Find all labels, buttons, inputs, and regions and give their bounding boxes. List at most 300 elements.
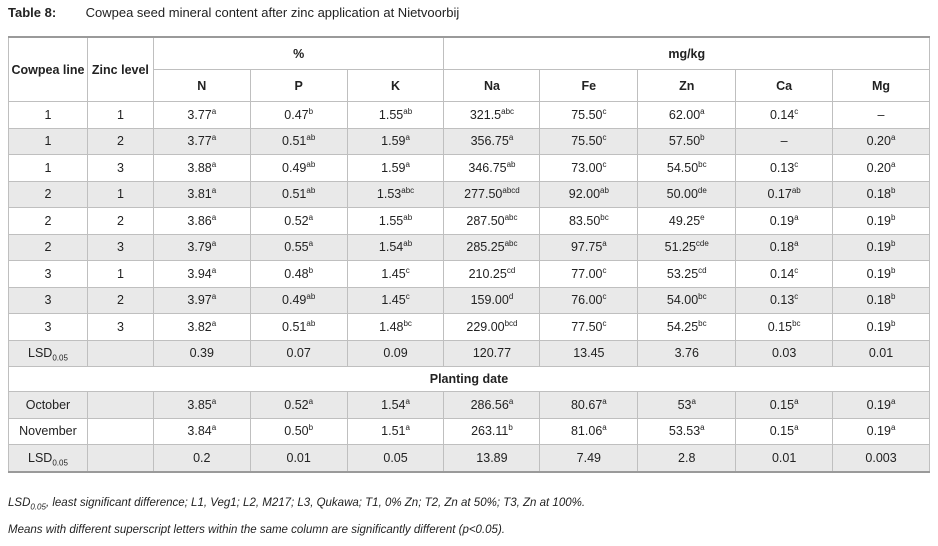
- lsd-ca: 0.01: [736, 445, 833, 472]
- cell-p-value: 0.49: [282, 160, 307, 175]
- planting-zn-letter: a: [691, 396, 696, 406]
- cell-mg-value: 0.19: [866, 266, 891, 281]
- lsd-label-text: LSD: [28, 346, 53, 361]
- cell-ca-value: 0.13: [769, 160, 795, 175]
- cell-k-letter: c: [405, 265, 410, 275]
- planting-na-value: 286.56: [470, 397, 509, 412]
- cell-zn-letter: b: [700, 133, 705, 143]
- lsd-p: 0.01: [250, 445, 347, 472]
- planting-zn-value: 53: [677, 397, 692, 412]
- lsd-k: 0.05: [347, 445, 444, 472]
- cell-n: [153, 314, 250, 341]
- cell-na-value: 277.50: [464, 187, 503, 202]
- cell-k-letter: ab: [403, 106, 413, 116]
- cell-fe-value: 77.50: [571, 319, 603, 334]
- planting-ca: [736, 418, 833, 445]
- table-label: Table 8:: [8, 5, 57, 20]
- cell-ca-letter: c: [794, 106, 799, 116]
- cell-zn-letter: bc: [698, 318, 707, 328]
- table-row: [9, 287, 930, 314]
- cell-k-value: 1.48: [379, 319, 404, 334]
- cell-fe: [540, 234, 638, 261]
- cell-p-value: 0.51: [282, 134, 307, 149]
- cell-n: [153, 261, 250, 288]
- cell-k-value: 1.54: [378, 240, 404, 255]
- cell-mg-letter: b: [890, 212, 896, 222]
- lsd-label-sub: 0.05: [52, 458, 68, 468]
- cell-na-value: 229.00: [466, 319, 505, 334]
- cell-zn-letter: bc: [698, 292, 707, 302]
- table-row: [9, 102, 930, 129]
- cell-zinc: 2: [87, 287, 153, 314]
- cell-ca-value: 0.19: [769, 213, 795, 228]
- planting-mg-value: 0.19: [866, 397, 891, 412]
- cell-ca-letter: c: [794, 159, 799, 169]
- cell-ca: [736, 181, 833, 208]
- cell-mg-value: 0.20: [866, 134, 891, 149]
- cell-mg-value: 0.19: [866, 240, 891, 255]
- cell-fe-value: 75.50: [571, 107, 603, 122]
- lsd-zn: 2.8: [638, 445, 736, 472]
- cell-p-letter: b: [308, 106, 314, 116]
- lsd-label: [9, 445, 88, 472]
- planting-mg-letter: a: [890, 396, 896, 406]
- cell-fe-value: 77.00: [571, 266, 603, 281]
- cell-fe-letter: ab: [600, 186, 609, 196]
- cell-p: [250, 102, 347, 129]
- cell-line: 1: [9, 128, 88, 155]
- cell-na: [444, 208, 540, 235]
- header-zn: Zn: [638, 70, 736, 102]
- cell-mg-letter: b: [890, 186, 896, 196]
- cell-ca-value: –: [780, 134, 788, 149]
- cell-zinc: 2: [87, 208, 153, 235]
- cell-ca-letter: a: [794, 239, 799, 249]
- cell-k: [347, 102, 444, 129]
- planting-n-letter: a: [211, 423, 217, 433]
- cell-na-value: 210.25: [468, 266, 507, 281]
- mineral-content-table: [8, 36, 930, 473]
- cell-na-value: 285.25: [466, 240, 505, 255]
- planting-p-value: 0.52: [284, 397, 309, 412]
- cell-fe-value: 75.50: [571, 134, 603, 149]
- header-k: K: [347, 70, 444, 102]
- planting-zn: [638, 392, 736, 419]
- cell-mg-value: –: [877, 107, 885, 122]
- cell-k: [347, 155, 444, 182]
- cell-na-letter: cd: [506, 265, 516, 275]
- planting-empty: [87, 418, 153, 445]
- cell-zn: [638, 314, 736, 341]
- cell-n-value: 3.86: [187, 213, 212, 228]
- cell-n-letter: a: [211, 212, 217, 222]
- cell-n: [153, 208, 250, 235]
- lsd-label: [9, 340, 88, 367]
- cell-zinc: 1: [87, 102, 153, 129]
- lsd-empty: [87, 340, 153, 367]
- cell-n-letter: a: [211, 186, 217, 196]
- planting-na-value: 263.11: [471, 424, 509, 439]
- header-fe: Fe: [540, 70, 638, 102]
- footnote-significance: Means with different superscript letters within the same column are significantly different (p<0.05).: [8, 524, 505, 536]
- cell-mg: [833, 181, 930, 208]
- header-n: N: [153, 70, 250, 102]
- cell-mg-value: 0.18: [866, 293, 891, 308]
- cell-na-letter: ab: [506, 159, 516, 169]
- planting-fe-value: 80.67: [570, 397, 603, 412]
- cell-zn-value: 49.25: [668, 213, 701, 228]
- planting-fe: [540, 392, 638, 419]
- cell-n: [153, 287, 250, 314]
- cell-fe: [540, 102, 638, 129]
- cell-k-letter: a: [405, 133, 410, 143]
- section-title: Planting date: [9, 367, 930, 392]
- lsd-fe: 13.45: [540, 340, 638, 367]
- planting-n-letter: a: [211, 396, 217, 406]
- cell-mg-letter: b: [890, 265, 896, 275]
- cell-p-value: 0.48: [284, 266, 309, 281]
- cell-p-value: 0.49: [282, 293, 307, 308]
- header-mg: Mg: [833, 70, 930, 102]
- cell-k: [347, 181, 444, 208]
- header-na: Na: [444, 70, 540, 102]
- cell-ca-value: 0.13: [769, 293, 795, 308]
- planting-mg: [833, 418, 930, 445]
- cell-zinc: 3: [87, 155, 153, 182]
- cell-na-value: 321.5: [469, 107, 502, 122]
- cell-k-value: 1.59: [381, 160, 406, 175]
- cell-na-letter: abc: [504, 212, 518, 222]
- cell-ca-letter: c: [794, 265, 799, 275]
- cell-ca-value: 0.17: [767, 187, 792, 202]
- cell-n-value: 3.88: [187, 160, 212, 175]
- cell-p-letter: ab: [306, 292, 316, 302]
- cell-k: [347, 234, 444, 261]
- cell-n: [153, 102, 250, 129]
- cell-zn: [638, 128, 736, 155]
- planting-n-value: 3.84: [187, 424, 212, 439]
- cell-fe-letter: a: [602, 239, 607, 249]
- cell-n-letter: a: [211, 133, 217, 143]
- cell-zn-letter: cd: [698, 265, 707, 275]
- cell-fe: [540, 314, 638, 341]
- cell-mg-value: 0.19: [866, 319, 891, 334]
- cell-k-letter: a: [405, 159, 410, 169]
- cell-ca-value: 0.14: [769, 107, 795, 122]
- cell-line: 3: [9, 261, 88, 288]
- cell-mg-letter: b: [890, 239, 896, 249]
- lsd-na: 13.89: [444, 445, 540, 472]
- cell-k-value: 1.45: [381, 266, 406, 281]
- cell-fe-value: 83.50: [568, 213, 601, 228]
- cell-ca: [736, 208, 833, 235]
- planting-ca-letter: a: [794, 396, 799, 406]
- cell-zn: [638, 102, 736, 129]
- cell-k: [347, 128, 444, 155]
- cell-na-letter: abcd: [502, 186, 520, 196]
- cell-n: [153, 128, 250, 155]
- cell-n-value: 3.81: [187, 187, 212, 202]
- lsd-fe: 7.49: [540, 445, 638, 472]
- lsd-row: [9, 340, 930, 367]
- cell-n: [153, 181, 250, 208]
- planting-label: October: [9, 392, 88, 419]
- table-title: Cowpea seed mineral content after zinc application at Nietvoorbij: [85, 5, 460, 20]
- planting-k-letter: a: [405, 396, 410, 406]
- planting-p-letter: b: [308, 423, 314, 433]
- lsd-label-sub: 0.05: [52, 353, 68, 363]
- planting-k-value: 1.51: [381, 424, 406, 439]
- cell-p-value: 0.51: [282, 319, 307, 334]
- cell-n-value: 3.77: [187, 107, 212, 122]
- planting-mg-value: 0.19: [866, 424, 891, 439]
- lsd-ca: 0.03: [736, 340, 833, 367]
- cell-n-letter: a: [211, 292, 217, 302]
- cell-mg-value: 0.19: [866, 213, 891, 228]
- cell-na: [444, 155, 540, 182]
- cell-ca: [736, 234, 833, 261]
- cell-fe: [540, 261, 638, 288]
- cell-mg: [833, 234, 930, 261]
- cell-k: [347, 314, 444, 341]
- cell-mg: [833, 314, 930, 341]
- lsd-zn: 3.76: [638, 340, 736, 367]
- cell-line: 3: [9, 287, 88, 314]
- cell-zn: [638, 234, 736, 261]
- cell-k-value: 1.55: [378, 213, 404, 228]
- cell-fe-letter: c: [602, 265, 607, 275]
- cell-fe-value: 92.00: [568, 187, 601, 202]
- cell-k: [347, 287, 444, 314]
- cell-fe-value: 76.00: [571, 293, 603, 308]
- lsd-n: 0.2: [153, 445, 250, 472]
- footnote-lsd: [8, 497, 586, 512]
- cell-na: [444, 314, 540, 341]
- planting-k: [347, 418, 444, 445]
- cell-na-letter: d: [508, 292, 514, 302]
- cell-k-value: 1.45: [381, 293, 406, 308]
- cell-p: [250, 128, 347, 155]
- cell-zn-letter: a: [700, 106, 705, 116]
- cell-k-letter: ab: [403, 212, 413, 222]
- cell-p-value: 0.52: [284, 213, 309, 228]
- lsd-row: [9, 445, 930, 472]
- cell-p-value: 0.47: [284, 107, 309, 122]
- cell-k-letter: abc: [401, 186, 415, 196]
- cell-p-letter: a: [308, 212, 314, 222]
- cell-zn-value: 51.25: [664, 240, 696, 255]
- cell-k-letter: c: [405, 292, 410, 302]
- cell-n-value: 3.79: [187, 240, 212, 255]
- cell-zinc: 3: [87, 234, 153, 261]
- table-row: [9, 314, 930, 341]
- cell-na: [444, 128, 540, 155]
- planting-ca: [736, 392, 833, 419]
- planting-row: [9, 418, 930, 445]
- cell-zn-value: 54.50: [666, 160, 699, 175]
- cell-mg: [833, 261, 930, 288]
- cell-zinc: 3: [87, 314, 153, 341]
- planting-ca-value: 0.15: [769, 424, 795, 439]
- planting-p-letter: a: [308, 396, 314, 406]
- cell-fe: [540, 287, 638, 314]
- cell-n-letter: a: [211, 318, 217, 328]
- planting-ca-value: 0.15: [769, 397, 795, 412]
- cell-na-letter: bcd: [504, 318, 518, 328]
- cell-zn: [638, 208, 736, 235]
- lsd-mg: 0.01: [833, 340, 930, 367]
- cell-line: 1: [9, 102, 88, 129]
- cell-na: [444, 261, 540, 288]
- cell-zn: [638, 155, 736, 182]
- table-row: [9, 181, 930, 208]
- cell-mg: [833, 287, 930, 314]
- header-cowpea-line: Cowpea line: [9, 37, 88, 102]
- cell-zn-letter: e: [700, 212, 705, 222]
- cell-n-value: 3.97: [187, 293, 212, 308]
- header-mgkg-group: mg/kg: [444, 37, 930, 70]
- cell-zinc: 2: [87, 128, 153, 155]
- cell-zinc: 1: [87, 181, 153, 208]
- planting-empty: [87, 392, 153, 419]
- planting-ca-letter: a: [794, 423, 799, 433]
- planting-fe: [540, 418, 638, 445]
- cell-n-letter: a: [211, 265, 217, 275]
- cell-ca: [736, 261, 833, 288]
- cell-mg: [833, 155, 930, 182]
- cell-fe: [540, 155, 638, 182]
- cell-n: [153, 155, 250, 182]
- table-row: [9, 234, 930, 261]
- section-row: [9, 367, 930, 392]
- cell-fe-letter: c: [602, 318, 607, 328]
- planting-n: [153, 418, 250, 445]
- cell-zn-value: 54.00: [666, 293, 699, 308]
- cell-na-value: 287.50: [466, 213, 505, 228]
- lsd-empty: [87, 445, 153, 472]
- cell-ca-value: 0.14: [769, 266, 795, 281]
- cell-fe-value: 97.75: [570, 240, 603, 255]
- cell-p-letter: ab: [306, 133, 316, 143]
- cell-p: [250, 261, 347, 288]
- header-percent-group: %: [153, 37, 444, 70]
- cell-p: [250, 234, 347, 261]
- cell-fe-letter: bc: [600, 212, 609, 222]
- cell-fe-letter: c: [602, 159, 607, 169]
- planting-n-value: 3.85: [187, 397, 212, 412]
- cell-na-letter: a: [508, 133, 514, 143]
- cell-ca: [736, 102, 833, 129]
- cell-line: 2: [9, 208, 88, 235]
- header-ca: Ca: [736, 70, 833, 102]
- cell-zn: [638, 287, 736, 314]
- cell-zn: [638, 181, 736, 208]
- cell-na-value: 346.75: [468, 160, 507, 175]
- lsd-n: 0.39: [153, 340, 250, 367]
- cell-line: 2: [9, 181, 88, 208]
- cell-mg: [833, 208, 930, 235]
- cell-na: [444, 102, 540, 129]
- cell-mg-letter: b: [890, 318, 896, 328]
- planting-p-value: 0.50: [284, 424, 309, 439]
- planting-zn-letter: a: [700, 423, 705, 433]
- cell-zn-value: 53.25: [666, 266, 699, 281]
- cell-n-value: 3.82: [187, 319, 212, 334]
- cell-n-letter: a: [211, 239, 217, 249]
- planting-p: [250, 392, 347, 419]
- cell-na-letter: abc: [504, 239, 518, 249]
- table-row: [9, 208, 930, 235]
- planting-k-letter: a: [405, 423, 410, 433]
- cell-ca-value: 0.15: [767, 319, 793, 334]
- planting-fe-letter: a: [602, 423, 607, 433]
- cell-fe: [540, 181, 638, 208]
- planting-zn-value: 53.53: [668, 424, 701, 439]
- lsd-k: 0.09: [347, 340, 444, 367]
- cell-p: [250, 155, 347, 182]
- cell-mg-value: 0.18: [866, 187, 891, 202]
- cell-n: [153, 234, 250, 261]
- footnote-lsd-label: LSD: [8, 497, 31, 509]
- cell-na: [444, 287, 540, 314]
- planting-p: [250, 418, 347, 445]
- cell-na-value: 356.75: [470, 134, 509, 149]
- cell-p: [250, 208, 347, 235]
- cell-fe-letter: c: [602, 106, 607, 116]
- cell-k: [347, 208, 444, 235]
- cell-n-letter: a: [211, 106, 217, 116]
- cell-na: [444, 234, 540, 261]
- cell-line: 3: [9, 314, 88, 341]
- table-row: [9, 128, 930, 155]
- cell-ca-letter: bc: [792, 318, 801, 328]
- cell-p: [250, 181, 347, 208]
- cell-zn-letter: bc: [698, 159, 707, 169]
- cell-na-value: 159.00: [470, 293, 509, 308]
- footnote-lsd-text: , least significant difference; L1, Veg1; L2, M217; L3, Qukawa; T1, 0% Zn; T2, Zn at 50%; T3, Zn at 100%.: [45, 497, 586, 509]
- planting-fe-value: 81.06: [570, 424, 603, 439]
- header-zinc-level: Zinc level: [87, 37, 153, 102]
- header-p: P: [250, 70, 347, 102]
- planting-na: [444, 392, 540, 419]
- lsd-p: 0.07: [250, 340, 347, 367]
- planting-na: [444, 418, 540, 445]
- cell-p: [250, 287, 347, 314]
- lsd-na: 120.77: [444, 340, 540, 367]
- footnote-lsd-sub: 0.05: [30, 502, 46, 512]
- planting-na-letter: a: [508, 396, 514, 406]
- cell-zn-value: 50.00: [666, 187, 698, 202]
- cell-k: [347, 261, 444, 288]
- cell-k-letter: ab: [403, 239, 413, 249]
- cell-mg-value: 0.20: [866, 160, 891, 175]
- cell-mg-letter: a: [890, 159, 896, 169]
- cell-mg-letter: a: [890, 133, 896, 143]
- cell-p: [250, 314, 347, 341]
- cell-p-letter: b: [308, 265, 314, 275]
- cell-p-letter: ab: [306, 186, 316, 196]
- cell-mg: [833, 128, 930, 155]
- planting-n: [153, 392, 250, 419]
- cell-line: 1: [9, 155, 88, 182]
- table-row: [9, 261, 930, 288]
- cell-zinc: 1: [87, 261, 153, 288]
- cell-fe: [540, 208, 638, 235]
- table-row: [9, 155, 930, 182]
- cell-ca-letter: a: [794, 212, 799, 222]
- cell-p-letter: ab: [306, 159, 316, 169]
- cell-zn-value: 57.50: [668, 134, 701, 149]
